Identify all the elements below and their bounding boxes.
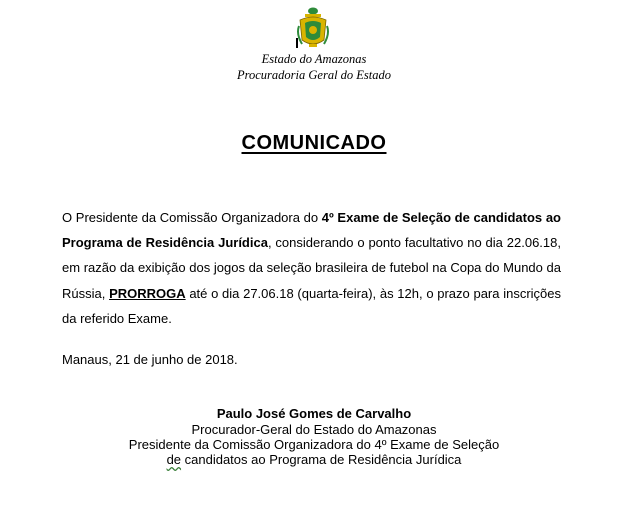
body-text-1: O Presidente da Comissão Organizadora do	[62, 210, 322, 225]
document-title	[0, 132, 628, 155]
signatory-role-1: Procurador-Geral do Estado do Amazonas	[191, 422, 437, 437]
body-paragraph	[62, 205, 561, 331]
body-text-2: , considerando o ponto facultativo no dia 22.06.18, em razão da exibição dos jogos da seleção brasileira de futebol na Copa do Mundo da Rússia,	[62, 235, 561, 301]
signatory-role-3	[0, 452, 628, 468]
date-line: Manaus, 21 de junho de 2018.	[62, 352, 238, 367]
cursor-bar	[296, 38, 298, 48]
signatory-role-3-rest: candidatos ao Programa de Residência Jurídica	[181, 452, 462, 467]
signatory-role-2: Presidente da Comissão Organizadora do 4º Exame de Seleção	[128, 437, 500, 452]
header-state: Estado do Amazonas	[261, 52, 367, 66]
amazonas-coat-of-arms-icon	[296, 6, 330, 50]
signatory-name: Paulo José Gomes de Carvalho	[216, 406, 412, 421]
title-text: COMUNICADO	[241, 132, 387, 154]
body-bold-exam: 4º Exame de Seleção de candidatos ao Programa de Residência Jurídica	[62, 210, 561, 251]
header-office: Procuradoria Geral do Estado	[236, 68, 392, 82]
body-bold-prorroga: PRORROGA	[109, 285, 186, 301]
body-text-3: até o dia 27.06.18 (quarta-feira), às 12h, o prazo para inscrições da referido Exame.	[62, 285, 561, 326]
spellcheck-word: de	[166, 452, 182, 467]
